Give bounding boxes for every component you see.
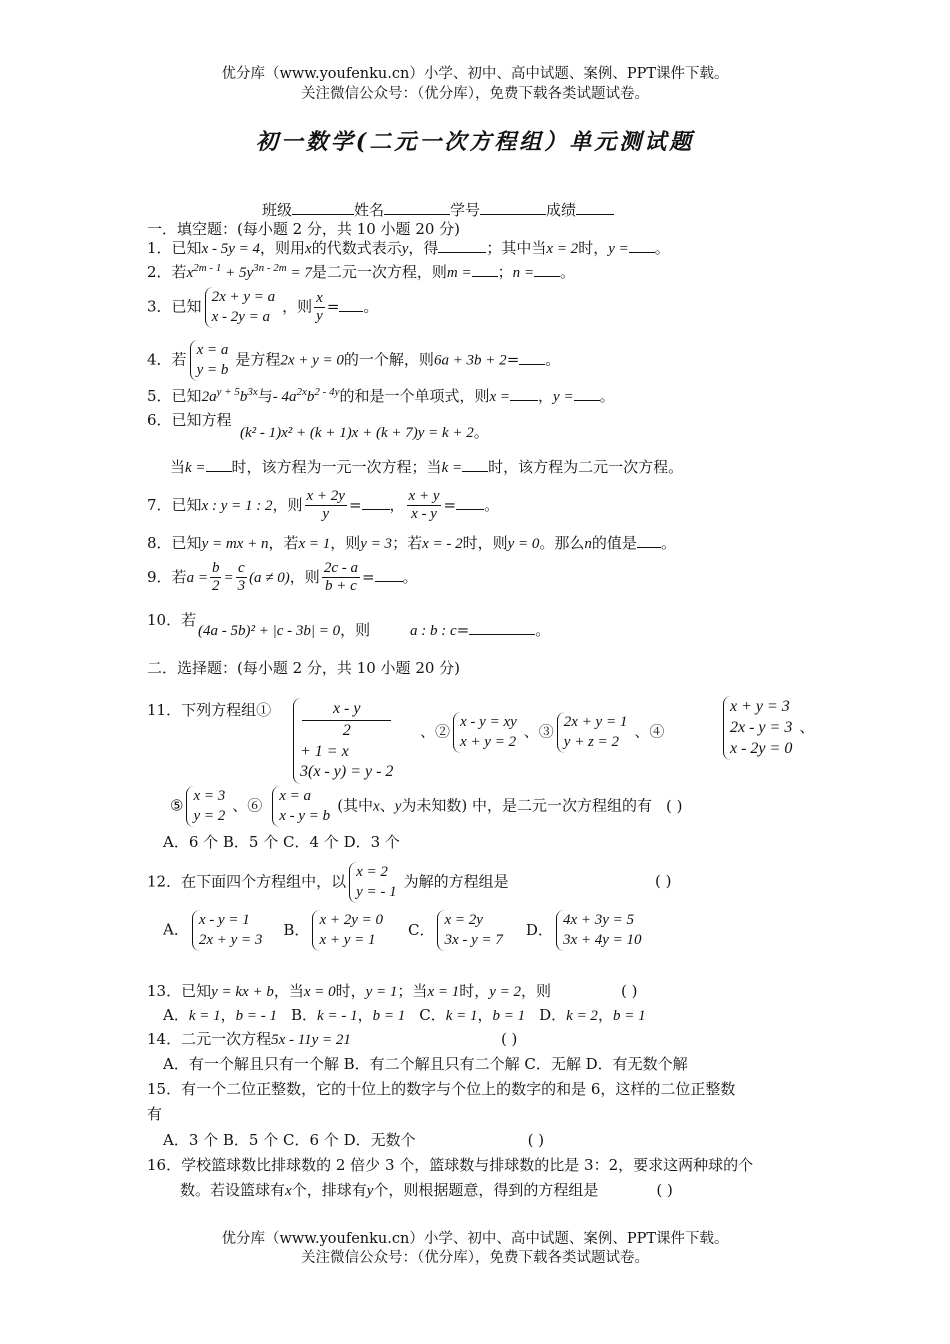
q11-s4-row-1: x + y = 3 [730, 698, 790, 715]
q15-answer-paren[interactable]: ( ) [527, 1131, 545, 1149]
q12-option-a[interactable] [192, 910, 267, 951]
q7-separator: ， [389, 495, 405, 514]
q1-text-f: 时， [578, 239, 609, 257]
q11-var-x: x [373, 798, 380, 815]
q11-text-c: 、 [379, 796, 395, 815]
q4-row-1: x = a [196, 342, 229, 358]
q3-blank[interactable] [339, 311, 363, 312]
q10-equals: = [456, 621, 470, 639]
q11-label-2: 、② [420, 722, 451, 741]
q5-y-equals: y = [553, 389, 574, 405]
q6-equation: (k² - 1)x² + (k + 1)x + (k + 7)y = k + 2 [240, 425, 474, 441]
q5-exp-4: 2 - 4y [314, 386, 340, 398]
section2-heading: 二．选择题：(每小题 2 分，共 10 小题 20 分) [147, 659, 461, 677]
q13-c-sep: ， [477, 1006, 493, 1024]
q9-fraction-1 [210, 560, 222, 596]
q13-d-sep: ， [597, 1006, 613, 1024]
q12-option-c[interactable] [437, 910, 506, 951]
q9-lhs: a = [186, 569, 208, 586]
q13-value-2: y = 2 [489, 984, 522, 1000]
q13-option-a-label[interactable]: A． [163, 1006, 189, 1024]
q6-text-a: 已知方程 [171, 411, 232, 429]
q1-text-b: ，则用 [260, 239, 306, 257]
q7-equals-2: = [443, 495, 457, 514]
q9-equals-2: = [361, 567, 375, 586]
q4-expression: 6a + 3b + 2 [433, 352, 507, 369]
q11-number: 11． [147, 701, 182, 719]
q16-text-c: 个，则根据题意，得到的方程组是 [373, 1181, 599, 1199]
info-score-label: 成绩 [546, 201, 577, 219]
q2-exponent-1: 2m - 1 [193, 262, 222, 274]
q11-s1-fraction [302, 699, 391, 742]
q2-blank-n[interactable] [534, 276, 560, 277]
q12-row-1: x = 2 [356, 864, 388, 880]
q9-text-b: ，则 [289, 567, 320, 586]
q13-text-b: ，当 [273, 982, 304, 1000]
q7-f2-numerator: x + y [407, 488, 442, 506]
q13-text-c: 时， [335, 982, 366, 1000]
question-5 [147, 386, 615, 406]
q11-s1-row-2: 3(x - y) = y - 2 [300, 763, 394, 781]
question-16 [147, 1157, 753, 1174]
q12-text-a: 在下面四个方程组中，以 [181, 872, 347, 891]
q13-text-d: ；当 [397, 982, 428, 1000]
q3-row-1: 2x + y = a [211, 289, 276, 305]
q7-end: 。 [484, 495, 500, 514]
q11-label-4: 、④ [634, 722, 665, 741]
q8-text-g: 的值是 [591, 534, 637, 552]
question-15-line-2: 有 [147, 1105, 163, 1123]
question-10 [147, 612, 196, 629]
q8-value-2: y = 0 [507, 536, 540, 552]
q9-f1-numerator: b [210, 560, 222, 578]
q13-cond-2: x = 1 [427, 984, 460, 1000]
q11-s1-denominator: 2 [342, 721, 351, 739]
q1-text-a: 已知 [171, 239, 202, 257]
q11-s3-row-1: 2x + y = 1 [563, 714, 628, 730]
question-13 [147, 983, 638, 1001]
q10-blank[interactable] [469, 634, 535, 635]
q3-row-2: x - 2y = a [211, 308, 270, 325]
q13-option-d-label[interactable]: D． [539, 1006, 567, 1024]
q10-ratio: a : b : c [410, 623, 457, 639]
q7-fraction-2 [407, 488, 442, 524]
q2-text-a: 若 [171, 263, 187, 281]
q2-plus-term: + 5y [221, 265, 254, 281]
q3-text-b: ，则 [282, 297, 313, 316]
q11-system-2-brace [453, 712, 521, 753]
q13-text-f: ，则 [521, 982, 552, 1000]
q15-options [163, 1132, 544, 1149]
q1-end: 。 [654, 239, 670, 257]
q8-value-1: y = 3 [360, 536, 393, 552]
q12-option-b-label[interactable]: B． [283, 920, 310, 939]
q16-text-a: 数。若设篮球有 [180, 1181, 286, 1199]
q11-system-4-brace [723, 696, 796, 760]
footer-line-2: 关注微信公众号：（优分库），免费下载各类试题试卷。 [301, 1250, 649, 1266]
q13-text-a: 已知 [181, 982, 212, 1000]
q5-text-a: 已知 [171, 387, 202, 405]
q9-number: 9． [147, 567, 172, 586]
q5-term-2: b [239, 389, 248, 405]
q16-text: 学校篮球数比排球数的 2 倍少 3 个，篮球数与排球数的比是 3：2，要求这两种球的个 [181, 1156, 754, 1174]
q6-text-b: 当 [170, 458, 186, 476]
q7-fraction-1 [305, 488, 347, 524]
q11-s2-row-2: x + y = 2 [460, 733, 517, 750]
q11-text-d: 为未知数) 中，是二元一次方程组的有 [401, 796, 653, 815]
q1-condition: x = 2 [546, 241, 579, 257]
q2-base-x: x [186, 265, 194, 281]
q11-s6-row-2: x - y = b [279, 807, 331, 824]
q12-option-d[interactable] [556, 910, 646, 951]
q5-text-c: 的和是一个单项式，则 [339, 387, 490, 405]
q5-number: 5． [147, 387, 172, 405]
q8-text-e: 时，则 [462, 534, 508, 552]
q14-equation: 5x - 11y = 21 [271, 1032, 351, 1048]
q2-number: 2． [147, 263, 172, 281]
q3-equals: = [326, 297, 340, 316]
q4-equation: 2x + y = 0 [280, 352, 344, 369]
q3-equation-system [205, 287, 280, 328]
q7-f2-denominator: x - y [411, 506, 437, 523]
q15-choices[interactable]: A．3 个 B．5 个 C．6 个 D．无数个 [163, 1131, 416, 1149]
q9-text-a: 若 [171, 567, 187, 586]
q8-text-b: ，若 [268, 534, 299, 552]
class-blank[interactable] [292, 214, 354, 215]
q11-text-b: (其中 [337, 796, 374, 815]
q1-blank-1[interactable] [438, 252, 486, 253]
q12-d-row-1: 4x + 3y = 5 [562, 912, 635, 928]
q7-ratio: x : y = 1 : 2 [201, 497, 273, 514]
q8-text-d: ；若 [392, 534, 423, 552]
q11-s4-row-2: 2x - y = 3 [730, 718, 793, 736]
q1-text-e: ；其中当 [486, 239, 547, 257]
q5-end: 。 [599, 387, 615, 405]
number-blank[interactable] [480, 214, 546, 215]
q11-s3-row-2: y + z = 2 [563, 733, 620, 750]
q13-b-sep: ， [357, 1006, 373, 1024]
question-10-equation [198, 622, 370, 640]
q13-b-k[interactable]: k = - 1 [317, 1008, 358, 1024]
page-title: 初一数学(二元一次方程组）单元测试题 [255, 129, 695, 155]
q13-text-e: 时， [459, 982, 490, 1000]
q8-text-a: 已知 [171, 534, 202, 552]
q1-text-c: 的代数式表示 [311, 239, 402, 257]
q11-system-4 [720, 696, 814, 760]
q4-blank[interactable] [519, 364, 545, 365]
q5-text-b: 与 [257, 387, 273, 405]
q9-f2-denominator: 3 [237, 578, 246, 595]
q9-blank[interactable] [375, 581, 403, 582]
q7-number: 7． [147, 495, 172, 514]
q1-text-d: ，得 [408, 239, 439, 257]
q14-text-a: 二元一次方程 [181, 1030, 272, 1048]
q5-separator: ， [538, 387, 554, 405]
q7-f1-numerator: x + 2y [305, 488, 347, 506]
q12-number: 12． [147, 872, 182, 891]
q5-x-equals: x = [489, 389, 511, 405]
q13-a-sep: ， [220, 1006, 236, 1024]
q12-text-b: 为解的方程组是 [403, 872, 509, 891]
q9-f3-denominator: b + c [325, 578, 357, 595]
q7-equals-1: = [348, 495, 362, 514]
question-11 [147, 702, 271, 719]
q2-exponent-2: 3n - 2m [253, 262, 287, 274]
q12-row-2: y = - 1 [356, 883, 397, 900]
question-4 [147, 340, 560, 381]
q1-blank-2[interactable] [629, 252, 655, 253]
q9-equals: = [223, 569, 234, 586]
q11-label-5: ⑤ [170, 796, 184, 815]
q2-rhs: = 7 [286, 265, 312, 281]
question-6 [147, 412, 232, 429]
info-number-label: 学号 [450, 201, 481, 219]
q12-a-row-1: x - y = 1 [198, 912, 250, 928]
q13-option-b-label[interactable]: B． [291, 1006, 318, 1024]
q12-a-row-2: 2x + y = 3 [198, 931, 263, 948]
q8-end: 。 [660, 534, 676, 552]
footer-line-1: 优分库（www.youfenku.cn）小学、初中、高中试题、案例、PPT课件下载。 [221, 1231, 729, 1247]
q3-fraction [314, 290, 325, 326]
q4-row-2: y = b [196, 361, 229, 378]
q2-m-equals: m = [446, 265, 472, 281]
q4-equals: = [506, 350, 520, 369]
q13-d-k[interactable]: k = 2 [566, 1008, 598, 1024]
q13-number: 13． [147, 982, 182, 1000]
q6-text-d: 时，该方程为二元一次方程。 [488, 458, 684, 476]
q4-text-b: 是方程 [235, 350, 281, 369]
q7-f1-denominator: y [322, 506, 330, 523]
q9-condition: (a ≠ 0) [249, 569, 290, 586]
q9-f1-denominator: 2 [211, 578, 220, 595]
q5-exp-1: y + 5 [216, 386, 240, 398]
q8-var-n: n [584, 536, 592, 552]
q11-label-6: 、⑥ [232, 796, 263, 815]
q11-system-3-brace [557, 712, 632, 753]
q7-blank-2[interactable] [456, 509, 484, 510]
q11-system-1-brace [293, 698, 397, 784]
q5-exp-3: 2x [296, 386, 307, 398]
q13-options [163, 1007, 646, 1025]
question-9 [147, 560, 418, 596]
q11-s4-end: 、 [799, 718, 815, 737]
q12-option-a-label[interactable]: A． [163, 920, 189, 939]
q14-choices[interactable]: A．有一个解且只有一个解 B．有二个解且只有二个解 C．无解 D．有无数个解 [163, 1055, 688, 1073]
q2-blank-m[interactable] [472, 276, 498, 277]
question-7 [147, 488, 499, 524]
q16-var-x: x [285, 1183, 292, 1199]
q3-denominator: y [316, 308, 323, 324]
q5-term-1: 2a [201, 389, 217, 405]
q11-var-y: y [394, 798, 402, 815]
q12-c-row-2: 3x - y = 7 [444, 931, 503, 948]
q8-blank[interactable] [637, 547, 661, 548]
q8-equation: y = mx + n [201, 536, 269, 552]
q3-end: 。 [363, 297, 379, 316]
q5-term-4: b [306, 389, 315, 405]
q12-b-row-2: x + y = 1 [319, 931, 376, 948]
question-3 [147, 287, 378, 328]
q15-number: 15． [147, 1080, 182, 1098]
q4-equation-system [190, 340, 233, 381]
q11-system-2 [420, 712, 664, 753]
question-15 [147, 1081, 735, 1098]
q5-blank-y[interactable] [574, 400, 600, 401]
info-name-label: 姓名 [354, 201, 385, 219]
q8-cond-2: x = - 2 [422, 536, 463, 552]
q6-end: 。 [473, 423, 489, 441]
q5-blank-x[interactable] [510, 400, 538, 401]
question-8 [147, 535, 676, 553]
q11-text-a: 下列方程组① [181, 701, 272, 719]
q10-equation: (4a - 5b)² + |c - 3b| = 0 [198, 623, 341, 639]
q13-answer-paren[interactable]: ( ) [621, 982, 638, 1000]
q3-text-a: 已知 [171, 297, 202, 316]
q12-solution-system [349, 862, 401, 903]
score-blank[interactable] [576, 214, 614, 215]
q13-a-k[interactable]: k = 1 [188, 1008, 221, 1024]
q1-y-equals: y = [608, 241, 629, 257]
q5-exp-2: 3x [247, 386, 258, 398]
q6-k-equals-2: k = [441, 460, 463, 476]
header-line-1: 优分库（www.youfenku.cn）小学、初中、高中试题、案例、PPT课件下载。 [221, 66, 729, 82]
q3-number: 3． [147, 297, 172, 316]
q9-fraction-2 [236, 560, 248, 596]
q11-s6-row-1: x = a [279, 788, 312, 804]
q12-b-row-1: x + 2y = 0 [319, 912, 383, 928]
q6-blank-2[interactable] [462, 471, 488, 472]
q12-option-c-label[interactable]: C． [408, 920, 435, 939]
q12-options [163, 910, 649, 951]
info-class-label: 班级 [262, 201, 293, 219]
q2-separator: ； [497, 263, 513, 281]
q4-end: 。 [545, 350, 561, 369]
q13-c-b[interactable]: b = 1 [492, 1008, 526, 1024]
q11-s2-row-1: x - y = xy [460, 714, 517, 730]
q10-end: 。 [535, 621, 551, 639]
question-1 [147, 240, 670, 258]
q2-text-b: 是二元一次方程，则 [311, 263, 447, 281]
q3-numerator: x [314, 290, 325, 308]
q16-text-b: 个，排球有 [291, 1181, 367, 1199]
q11-choices[interactable]: A．6 个 B．5 个 C．4 个 D．3 个 [163, 833, 400, 851]
q12-answer-paren[interactable]: ( ) [655, 872, 672, 890]
q7-text-b: ，则 [272, 495, 303, 514]
q1-var-x: x [305, 241, 312, 257]
question-6-equation [240, 424, 489, 442]
q1-var-y: y [401, 241, 409, 257]
q15-text: 有一个二位正整数，它的十位上的数字与个位上的数字的和是 6，这样的二位正整数 [181, 1080, 736, 1098]
q13-cond-1: x = 0 [303, 984, 336, 1000]
q6-number: 6． [147, 411, 172, 429]
q16-answer-paren[interactable]: ( ) [656, 1181, 673, 1199]
q5-term-3: - 4a [272, 389, 297, 405]
q13-value-1: y = 1 [365, 984, 398, 1000]
name-blank[interactable] [384, 214, 450, 215]
q1-number: 1． [147, 239, 172, 257]
q11-system-1 [290, 698, 400, 784]
info-row [262, 202, 614, 219]
q2-end: 。 [559, 263, 575, 281]
question-11-line-2 [170, 786, 683, 827]
q12-option-d-label[interactable]: D． [525, 920, 553, 939]
q12-c-row-1: x = 2y [444, 912, 483, 928]
q1-equation: x - 5y = 4 [201, 241, 260, 257]
q11-s4-row-3: x - 2y = 0 [730, 739, 793, 757]
section1-heading: 一．填空题：(每小题 2 分，共 10 小题 20 分) [147, 220, 461, 238]
question-14 [147, 1031, 517, 1049]
q11-s5-row-2: y = 2 [193, 807, 226, 824]
q2-n-equals: n = [512, 265, 534, 281]
q13-c-k[interactable]: k = 1 [445, 1008, 478, 1024]
q13-equation: y = kx + b [211, 984, 274, 1000]
q14-answer-paren[interactable]: ( ) [500, 1030, 518, 1048]
q11-s5-row-1: x = 3 [193, 788, 226, 804]
question-16-line-2 [180, 1182, 673, 1200]
q16-var-y: y [366, 1183, 374, 1199]
q13-option-c-label[interactable]: C． [419, 1006, 446, 1024]
question-2 [147, 262, 575, 282]
q6-text-c: 时，该方程为一元一次方程；当 [231, 458, 442, 476]
q13-a-b[interactable]: b = - 1 [235, 1008, 278, 1024]
q11-answer-paren[interactable]: ( ) [666, 796, 683, 815]
q9-f2-numerator: c [236, 560, 248, 578]
q9-end: 。 [402, 567, 418, 586]
question-12 [147, 862, 509, 903]
q11-system-5-brace [186, 786, 229, 827]
q8-cond-1: x = 1 [298, 536, 331, 552]
q10-text-b: ，则 [340, 621, 371, 639]
q14-number: 14． [147, 1030, 182, 1048]
q11-s1-row-1 [300, 699, 393, 762]
q8-number: 8． [147, 534, 172, 552]
q11-s1-row1-rest: + 1 = x [300, 742, 349, 760]
q6-k-equals-1: k = [185, 460, 206, 476]
q11-system-6-brace [272, 786, 334, 827]
q6-blank-1[interactable] [206, 471, 232, 472]
q10-number: 10． [147, 611, 182, 629]
q12-d-row-2: 3x + 4y = 10 [562, 931, 642, 948]
q13-d-b[interactable]: b = 1 [612, 1008, 646, 1024]
q9-f3-numerator: 2c - a [322, 560, 360, 578]
q10-text-a: 若 [181, 611, 197, 629]
question-10-ratio [410, 622, 550, 640]
q7-text-a: 已知 [171, 495, 202, 514]
q13-b-b[interactable]: b = 1 [372, 1008, 406, 1024]
q4-text-a: 若 [171, 350, 187, 369]
question-6-line-2 [170, 459, 683, 477]
q8-text-c: ，则 [330, 534, 361, 552]
q11-s1-numerator: x - y [302, 699, 391, 721]
q12-option-b[interactable] [312, 910, 387, 951]
q11-label-3: 、③ [523, 722, 554, 741]
q4-text-c: 的一个解，则 [343, 350, 434, 369]
q8-text-f: 。那么 [539, 534, 585, 552]
header-line-2: 关注微信公众号：（优分库），免费下载各类试题试卷。 [301, 86, 649, 102]
q9-fraction-3 [322, 560, 360, 596]
q7-blank-1[interactable] [362, 509, 390, 510]
q4-number: 4． [147, 350, 172, 369]
q16-number: 16． [147, 1156, 182, 1174]
